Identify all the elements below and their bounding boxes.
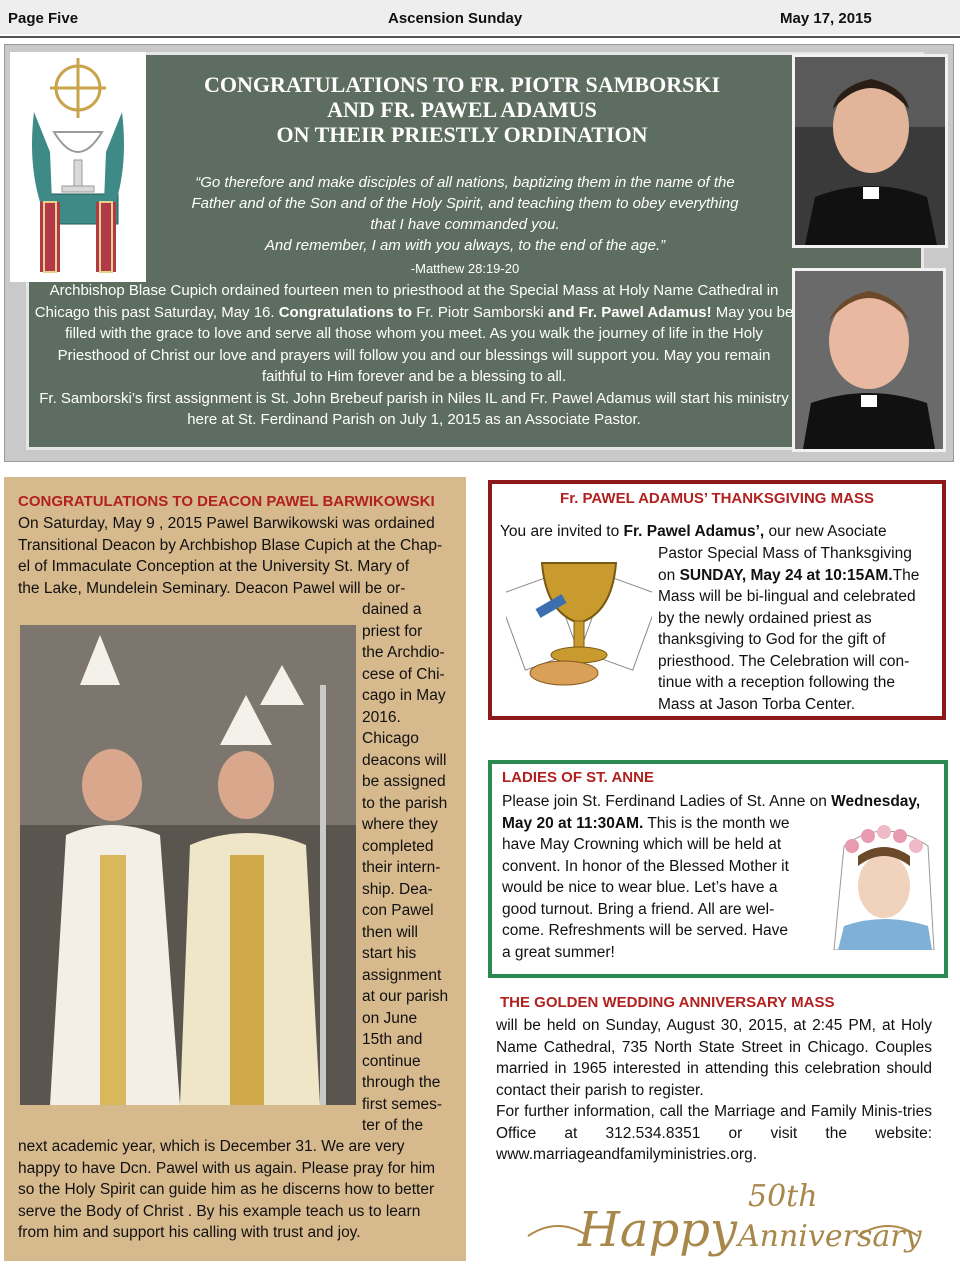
ordination-title-line: ON THEIR PRIESTLY ORDINATION bbox=[276, 122, 648, 147]
after-date-text: The bbox=[892, 566, 920, 584]
deacon-column-line: ship. Dea- bbox=[362, 880, 433, 898]
fr-adamus-photo bbox=[792, 268, 946, 452]
invite-text: You are invited to bbox=[500, 523, 624, 540]
deacon-column-line: where they bbox=[362, 816, 438, 833]
ladies-line: convent. In honor of the Blessed Mother it bbox=[502, 857, 789, 875]
congratulations-names-bold: and Fr. Pawel Adamus! bbox=[543, 303, 712, 321]
ordination-title bbox=[20, 72, 904, 147]
deacon-line: Transitional Deacon by Archbishop Blase Cupich at the Chap- bbox=[18, 536, 443, 554]
ladies-invite: Please join St. Ferdinand Ladies of St. Anne on bbox=[502, 793, 832, 810]
deacon-ordination-photo bbox=[20, 625, 356, 1105]
happy-50th-anniversary-graphic bbox=[518, 1166, 930, 1266]
ordination-blessing-text: May you be filled with the grace to love and serve all those whom you meet. As you walk the journey of life in the Holy Priesthood of Christ our love and prayers will follow you and our blessings will support you. May you remain faithful to Him forever and be a blessing to all. bbox=[57, 303, 794, 385]
assignment-text: Fr. Samborski’s first assignment is St. John Brebeuf parish in Niles IL and Fr. Pawel Adamus will start his ministry here at St. Ferdinand Parish on July 1, 2015 as an Associate Pastor. bbox=[39, 389, 789, 428]
deacon-line: serve the Body of Christ . By his example teach us to learn bbox=[18, 1202, 421, 1220]
blessed-mother-illustration bbox=[824, 816, 942, 950]
ladies-month-text: This is the month we bbox=[643, 814, 790, 832]
thanksgiving-body bbox=[658, 543, 930, 715]
page-number: Page Five bbox=[8, 10, 79, 27]
golden-anniversary-title: THE GOLDEN WEDDING ANNIVERSARY MASS bbox=[500, 994, 835, 1011]
graphic-happy: Happy bbox=[578, 1202, 738, 1258]
thanksgiving-line: Mass at Jason Torba Center. bbox=[658, 695, 856, 713]
golden-anniversary-contact: For further information, call the Marriage and Family Minis-tries Office at 312.534.8351 or visit the website: www.marriageandfamilyministries.org. bbox=[496, 1103, 932, 1163]
deacon-column-line: at our parish bbox=[362, 988, 449, 1005]
deacon-column-line: assignment bbox=[362, 966, 442, 984]
deacon-column-line: the Archdio- bbox=[362, 644, 445, 661]
ordination-title-line: CONGRATULATIONS TO FR. PIOTR SAMBORSKI bbox=[203, 72, 721, 97]
thanksgiving-line: thanksgiving to God for the gift of bbox=[658, 631, 886, 648]
deacon-column-text bbox=[362, 599, 462, 1137]
thanksgiving-line bbox=[658, 565, 930, 587]
liturgical-day: Ascension Sunday bbox=[388, 10, 523, 27]
priest-name: Fr. Piotr Samborski bbox=[416, 303, 544, 321]
deacon-title: CONGRATULATIONS TO DEACON PAWEL BARWIKOWSKI bbox=[18, 493, 435, 510]
thanksgiving-line: tinue with a reception following the bbox=[658, 674, 895, 691]
deacon-column-line: priest for bbox=[362, 622, 423, 640]
ladies-date-bold: May 20 at 11:30AM. bbox=[502, 814, 644, 832]
ladies-line bbox=[502, 791, 934, 813]
on-word: on bbox=[658, 566, 680, 584]
deacon-line: next academic year, which is December 31. We are very bbox=[18, 1138, 405, 1155]
ladies-line: have May Crowning which will be held at bbox=[502, 836, 782, 853]
mass-date-bold: SUNDAY, May 24 at 10:15AM. bbox=[679, 566, 893, 584]
quote-line: “Go therefore and make disciples of all nations, baptizing them in the name of the bbox=[195, 174, 735, 191]
deacon-column-line: deacons will bbox=[362, 751, 447, 769]
header-divider bbox=[0, 36, 960, 38]
scripture-quote bbox=[150, 172, 780, 256]
congratulations-bold: Congratulations to bbox=[278, 303, 417, 321]
deacon-column-line: through the bbox=[362, 1074, 441, 1091]
deacon-column-line: cago in May bbox=[362, 687, 446, 704]
golden-anniversary-body: will be held on Sunday, August 30, 2015, at 2:45 PM, at Holy Name Cathedral, 735 North State Street in Chicago. Couples married in 1965 interested in attending this celebration should contact their parish to register. bbox=[496, 1017, 932, 1099]
graphic-anniversary: Anniversary bbox=[738, 1219, 922, 1254]
thanksgiving-line: by the newly ordained priest as bbox=[658, 609, 872, 627]
thanksgiving-intro bbox=[500, 521, 940, 543]
quote-line: that I have commanded you. bbox=[370, 216, 560, 233]
thanksgiving-line: priesthood. The Celebration will con- bbox=[658, 652, 910, 670]
deacon-column-line: start his bbox=[362, 945, 417, 962]
deacon-column-line: cese of Chi- bbox=[362, 665, 445, 683]
deacon-column-line: first semes- bbox=[362, 1095, 443, 1113]
ladies-line: would be nice to wear blue. Let’s have a bbox=[502, 879, 778, 896]
deacon-line: On Saturday, May 9 , 2015 Pawel Barwikowski was ordained bbox=[18, 515, 435, 532]
ordination-title-line: AND FR. PAWEL ADAMUS bbox=[327, 97, 597, 122]
deacon-column-line: 2016. bbox=[362, 708, 401, 726]
ladies-day-bold: Wednesday, bbox=[831, 793, 921, 810]
thanksgiving-title: Fr. PAWEL ADAMUS’ THANKSGIVING MASS bbox=[560, 490, 874, 507]
thanksgiving-line: Mass will be bi-lingual and celebrated bbox=[658, 588, 916, 605]
deacon-column-line: completed bbox=[362, 837, 434, 855]
deacon-column-line: con Pawel bbox=[362, 902, 434, 919]
deacon-column-line: continue bbox=[362, 1052, 421, 1070]
deacon-line: so the Holy Spirit can guide him as he discerns how to better bbox=[18, 1181, 435, 1198]
deacon-closing bbox=[18, 1136, 460, 1244]
deacon-column-line: on June bbox=[362, 1009, 418, 1027]
quote-line: Father and of the Son and of the Holy Spirit, and teaching them to obey everything bbox=[191, 195, 739, 212]
thanksgiving-line: Pastor Special Mass of Thanksgiving bbox=[658, 545, 912, 562]
priest-name-bold: Fr. Pawel Adamus’, bbox=[623, 523, 765, 540]
deacon-line: the Lake, Mundelein Seminary. Deacon Pawel will be or- bbox=[18, 579, 406, 597]
scripture-citation: -Matthew 28:19-20 bbox=[410, 261, 520, 276]
deacon-column-line: to the parish bbox=[362, 794, 448, 812]
ordination-body-text: Archbishop Blase Cupich ordained fourteen men to priesthood at the Special Mass at Holy Name Cathedral in Chicago this past Saturday, May 16. bbox=[34, 282, 779, 321]
deacon-line: from him and support his calling with trust and joy. bbox=[18, 1224, 361, 1241]
deacon-line: el of Immaculate Conception at the University St. Mary of bbox=[18, 558, 410, 575]
ladies-line: a great summer! bbox=[502, 943, 615, 961]
ladies-title: LADIES OF ST. ANNE bbox=[502, 769, 654, 786]
ladies-line: come. Refreshments will be served. Have bbox=[502, 922, 789, 939]
invite-text-rest: our new Asociate bbox=[764, 523, 887, 540]
deacon-intro bbox=[18, 513, 460, 599]
deacon-column-line: Chicago bbox=[362, 730, 419, 747]
deacon-column-line: their intern- bbox=[362, 859, 441, 876]
deacon-column-line: 15th and bbox=[362, 1031, 423, 1048]
ladies-line: good turnout. Bring a friend. All are wel- bbox=[502, 900, 775, 918]
deacon-column-line: then will bbox=[362, 923, 418, 941]
deacon-column-line: be assigned bbox=[362, 773, 446, 790]
page-header bbox=[0, 0, 960, 34]
page-date: May 17, 2015 bbox=[780, 10, 872, 27]
chalice-bread-illustration bbox=[506, 543, 652, 691]
graphic-50th: 50th bbox=[748, 1179, 818, 1214]
deacon-column-line: ter of the bbox=[362, 1117, 424, 1134]
deacon-line: happy to have Dcn. Pawel with us again. Please pray for him bbox=[18, 1159, 436, 1177]
quote-line: And remember, I am with you always, to the end of the age.” bbox=[264, 237, 666, 254]
ordination-body bbox=[34, 280, 794, 431]
deacon-column-line: dained a bbox=[362, 601, 422, 618]
